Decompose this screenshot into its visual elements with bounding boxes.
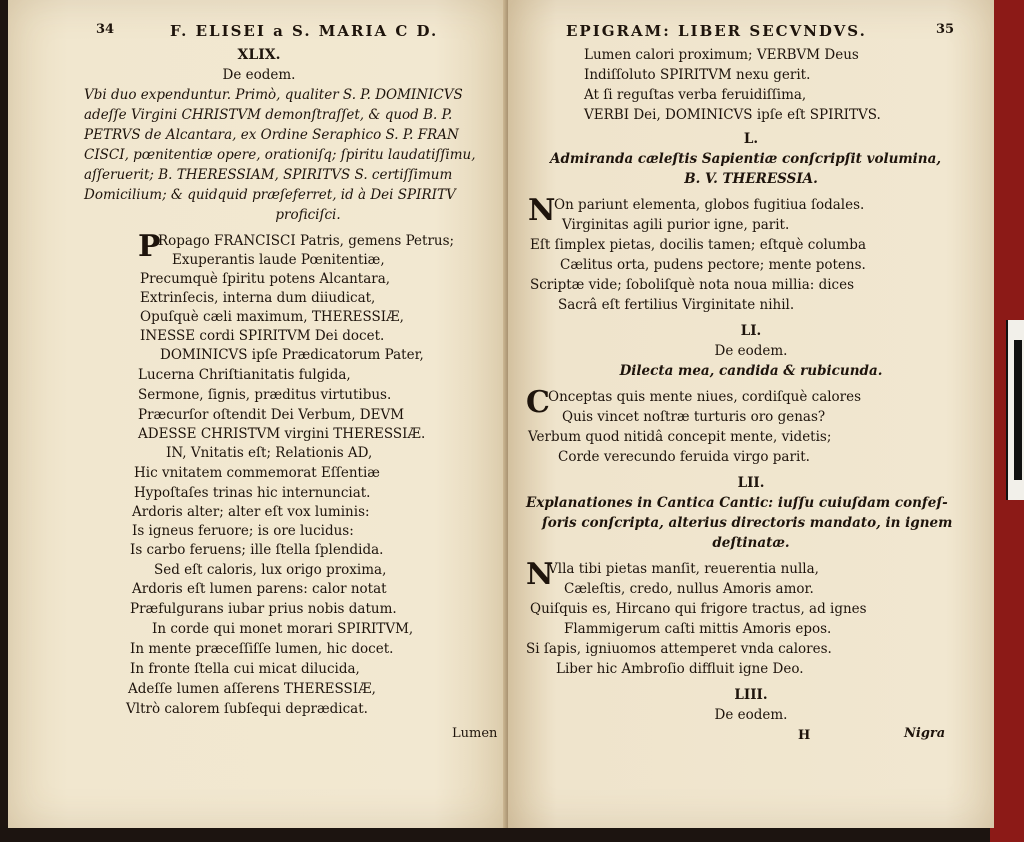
poem-line: VERBI Dei, DOMINICVS ipſe eſt SPIRITVS. [584, 107, 881, 123]
left-page [8, 0, 510, 828]
poem-line: In corde qui monet morari SPIRITVM, [152, 621, 414, 637]
drop-capital: N [526, 557, 554, 592]
poem-line: Adeſſe lumen aſſerens THERESSIÆ, [128, 681, 376, 697]
table-surface [0, 826, 1024, 842]
poem-line: Precumquè ſpiritu potens Alcantara, [140, 271, 391, 287]
poem-line: Vltrò calorem ſubſequi deprædicat. [126, 701, 368, 717]
section-number: LIII. [734, 687, 768, 703]
poem-line: Lumen calori proximum; VERBVM Deus [584, 47, 859, 63]
poem-line: DOMINICVS ipſe Prædicatorum Pater, [160, 347, 424, 363]
poem-line: Is carbo feruens; ille ſtella ſplendida. [130, 542, 384, 558]
page-number-left: 34 [96, 22, 115, 37]
section-subtitle: De eodem. [222, 67, 296, 83]
section-number: L. [743, 131, 759, 147]
poem-line: Ardoris alter; alter eſt vox luminis: [132, 504, 370, 520]
poem-line: Exuperantis laude Pœnitentiæ, [172, 252, 385, 268]
bookmark-slip [1006, 320, 1024, 500]
poem-line: Indiſſoluto SPIRITVM nexu gerit. [584, 67, 811, 83]
poem-line: ADESSE CHRISTVM virgini THERESSIÆ. [138, 426, 426, 442]
poem-line: In mente præceſſiſſe lumen, hic docet. [130, 641, 394, 657]
poem-line: Is igneus feruore; is ore lucidus: [132, 523, 354, 539]
poem-line: Hypoſtaſes trinas hic internunciat. [134, 485, 371, 501]
poem-line: Ropago FRANCISCI Patris, gemens Petrus; [158, 233, 455, 249]
running-head-right: EPIGRAM: LIBER SECVNDVS. [566, 22, 867, 40]
section-subtitle: De eodem. [714, 707, 788, 723]
poem-line: Ardoris eſt lumen parens: calor notat [132, 581, 387, 597]
poem-line: Cæleſtis, credo, nullus Amoris amor. [564, 581, 814, 597]
poem-line: At ſi reguſtas verba feruidiſſima, [584, 87, 807, 103]
poem-line: INESSE cordi SPIRITVM Dei docet. [140, 328, 385, 344]
intro-line: aſſeruerit; B. THERESSIAM, SPIRITVS S. certiſſimum [84, 167, 453, 183]
poem-line: Præcurſor oſtendit Dei Verbum, DEVM [138, 407, 405, 423]
section-number: LII. [737, 475, 765, 491]
poem-line: Præfulgurans iubar prius nobis datum. [130, 601, 397, 617]
poem-line: Scriptæ vide; ſoboliſquè nota noua millia: dices [530, 277, 855, 293]
poem-line: Hic vnitatem commemorat Eſſentiæ [134, 465, 380, 481]
drop-capital: P [138, 229, 161, 264]
right-page [508, 0, 994, 828]
poem-line: In fronte ſtella cui micat dilucida, [130, 661, 360, 677]
intro-line: Vbi duo expenduntur. Primò, qualiter S. P. DOMINICVS [84, 87, 463, 103]
section-title: Dilecta mea, candida & rubicunda. [619, 363, 883, 379]
section-title: B. V. THERESSIA. [684, 171, 818, 187]
poem-line: Eſt ſimplex pietas, docilis tamen; eſtquè columba [530, 237, 866, 253]
section-subtitle: De eodem. [714, 343, 788, 359]
poem-line: Lucerna Chriſtianitatis fulgida, [138, 367, 351, 383]
poem-line: Sed eſt caloris, lux origo proxima, [154, 562, 387, 578]
poem-line: Liber hic Ambroſio diffluit igne Deo. [556, 661, 804, 677]
catchword-right: Nigra [904, 726, 946, 741]
poem-line: Extrinſecis, interna dum diiudicat, [140, 290, 376, 306]
intro-line: proficiſci. [275, 207, 341, 223]
page-number-right: 35 [936, 22, 955, 37]
poem-line: Corde verecundo feruida virgo parit. [558, 449, 810, 465]
catchword-left: Lumen [452, 726, 498, 741]
poem-line: Si ſapis, igniuomos attemperet vnda calores. [526, 641, 832, 657]
section-number: LI. [740, 323, 762, 339]
poem-line: Cælitus orta, pudens pectore; mente potens. [560, 257, 866, 273]
drop-capital: N [528, 193, 556, 228]
section-title: Admiranda cæleſtis Sapientiæ conſcripſit volumina, [550, 151, 942, 167]
intro-line: Domicilium; & quidquid præſeferret, id à Dei SPIRITV [84, 187, 456, 203]
poem-line: Quiſquis es, Hircano qui frigore tractus, ad ignes [530, 601, 867, 617]
section-title: deſtinatæ. [712, 535, 790, 551]
running-head-left: F. ELISEI a S. MARIA C D. [170, 22, 439, 40]
intro-line: adeſſe Virgini CHRISTVM demonſtraſſet, & quod B. P. [84, 107, 453, 123]
poem-line: Sacrâ eſt fertilius Virginitate nihil. [558, 297, 795, 313]
poem-line: Verbum quod nitidâ concepit mente, videtis; [528, 429, 832, 445]
section-title: ſoris conſcripta, alterius directoris mandato, in ignem [542, 515, 953, 531]
section-number: XLIX. [237, 47, 281, 63]
poem-line: Flammigerum caſti mittis Amoris epos. [564, 621, 832, 637]
section-title: Explanationes in Cantica Cantic: iuſſu cuiuſdam confeſ- [526, 495, 948, 511]
intro-line: PETRVS de Alcantara, ex Ordine Seraphico S. P. FRAN [84, 127, 459, 143]
poem-line: IN, Vnitatis eſt; Relationis AD, [166, 445, 373, 461]
poem-line: Onceptas quis mente niues, cordiſquè calores [548, 389, 862, 405]
poem-line: Vlla tibi pietas manſit, reuerentia nulla, [548, 561, 819, 577]
poem-line: On pariunt elementa, globos fugitiua ſodales. [554, 197, 865, 213]
poem-line: Virginitas agili purior igne, parit. [562, 217, 790, 233]
poem-line: Sermone, ſignis, præditus virtutibus. [138, 387, 392, 403]
intro-line: CISCI, pœnitentiæ opere, orationiſq; ſpiritu laudatiſſimu, [84, 147, 476, 163]
drop-capital: C [526, 385, 550, 420]
signature-mark: H [798, 728, 811, 743]
poem-line: Quis vincet noſtræ turturis oro genas? [562, 409, 826, 425]
poem-line: Opuſquè cæli maximum, THERESSIÆ, [140, 309, 404, 325]
